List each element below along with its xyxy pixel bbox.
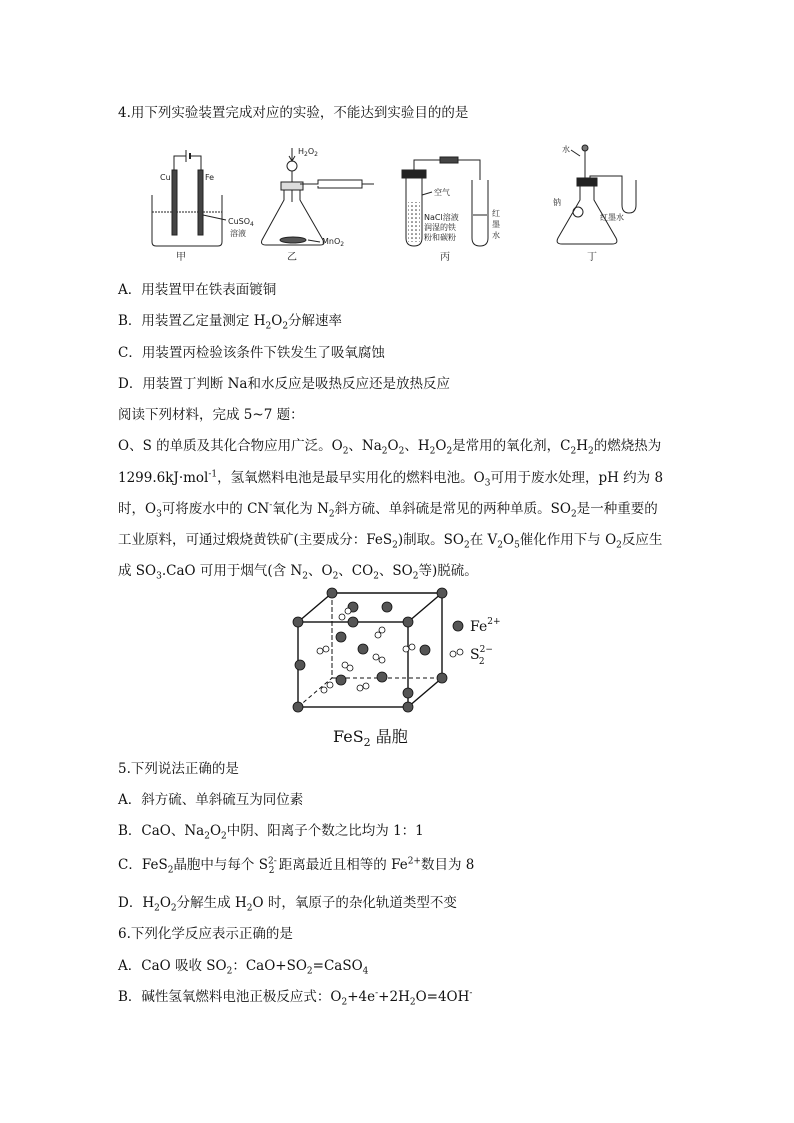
q5-option-a: A．斜方硫、单斜硫互为同位素 <box>118 792 304 808</box>
apparatus-figure <box>150 140 670 265</box>
svg-text:MnO2: MnO$_2$ <box>322 237 345 248</box>
reading-line-1: O、S 的单质及其化合物应用广泛。$O_2$、$Na_2O_2$、$H_2O_2$是常用的氧化剂，$C_2H_2$的燃烧热为 <box>118 438 662 457</box>
q4-option-d: D．用装置丁判断 Na和水反应是吸热反应还是放热反应 <box>118 376 450 392</box>
apparatus-ding <box>557 145 636 244</box>
svg-text:红: 红 <box>492 209 500 218</box>
label-water: 水 <box>562 145 570 154</box>
svg-text:CuSO4: CuSO$_4$ <box>228 217 254 228</box>
svg-text:NaCl溶液: NaCl溶液 <box>424 213 459 222</box>
legend-s2-icon <box>457 649 463 655</box>
label-na: 钠 <box>553 198 561 207</box>
apparatus-jia <box>152 150 226 246</box>
reading-intro: 阅读下列材料，完成 5~7 题： <box>118 407 304 423</box>
reading-line-3: 时，$O_3$可将废水中的 CN-氧化为 $N_2$斜方硫、单斜硫是常见的两种单质。$SO_2$是一种重要的 <box>118 500 658 520</box>
q4-option-a: A．用装置甲在铁表面镀铜 <box>118 282 277 298</box>
label-red-ink: 红墨水 <box>600 213 624 222</box>
svg-text:S2−2: $S^{2-}$ 2 <box>470 645 493 667</box>
reading-line-4: 工业原料，可通过煅烧黄铁矿(主要成分：FeS$_2$)制取。$SO_2$在 $V_2O_5$催化作用下与 $O_2$反应生 <box>118 532 663 551</box>
label-solution: 溶液 <box>230 229 246 238</box>
apparatus-yi <box>262 148 375 245</box>
label-bing: 丙 <box>440 252 450 263</box>
legend-fe-icon <box>453 621 463 631</box>
q4-option-c: C．用装置丙检验该条件下铁发生了吸氧腐蚀 <box>118 345 385 361</box>
q5-option-d: D．$H_2O_2$分解生成 $H_2O$ 时，氧原子的杂化轨道类型不变 <box>118 895 457 914</box>
question-5-stem: 5.下列说法正确的是 <box>118 761 239 777</box>
q4-option-b: B．用装置乙定量测定 $H_2O_2$分解速率 <box>118 313 343 332</box>
label-ding: 丁 <box>587 252 597 263</box>
fes2-unit-cell <box>290 585 520 750</box>
q5-option-c: C．FeS$_2$晶胞中与每个 $S^{2-}_2$ 距离最近且相等的 $Fe^{2+}$数目为 8 <box>118 856 475 876</box>
reading-line-5: 成 $SO_3.CaO$ 可用于烟气(含 $N_2$、$O_2$、$CO_2$、$SO_2$等)脱硫。 <box>118 563 478 582</box>
svg-text:H2O2: $H_2O_2$ <box>298 147 318 158</box>
label-cu: Cu <box>160 173 171 182</box>
label-jia: 甲 <box>176 252 186 263</box>
label-fe: Fe <box>205 173 215 182</box>
figure-caption: FeS$_2$ 晶胞 <box>333 727 408 750</box>
label-yi: 乙 <box>287 252 297 263</box>
svg-text:墨: 墨 <box>492 220 500 229</box>
question-4-stem: 4.用下列实验装置完成对应的实验，不能达到实验目的的是 <box>118 105 469 121</box>
question-6-stem: 6.下列化学反应表示正确的是 <box>118 926 293 942</box>
label-air: 空气 <box>434 188 450 197</box>
q6-option-b: B．碱性氢氧燃料电池正极反应式：$O_2+4e^-+2H_2O=4OH^-$ <box>118 988 473 1008</box>
q5-option-b: B．CaO、$Na_2O_2$中阴、阳离子个数之比均为 1：1 <box>118 823 424 842</box>
svg-text:粉和碳粉: 粉和碳粉 <box>424 233 456 242</box>
svg-text:水: 水 <box>492 231 500 240</box>
q6-option-a: A．CaO 吸收 $SO_2$：$CaO+SO_2=CaSO_4$ <box>118 958 369 977</box>
reading-line-2: 1299.6kJ·mol$^{-1}$，氢氧燃料电池是最早实用化的燃料电池。$O_3$可用于废水处理，pH 约为 8 <box>118 469 664 489</box>
svg-text:Fe2+: $Fe^{2+}$ <box>470 617 501 635</box>
svg-text:润湿的铁: 润湿的铁 <box>424 223 456 232</box>
